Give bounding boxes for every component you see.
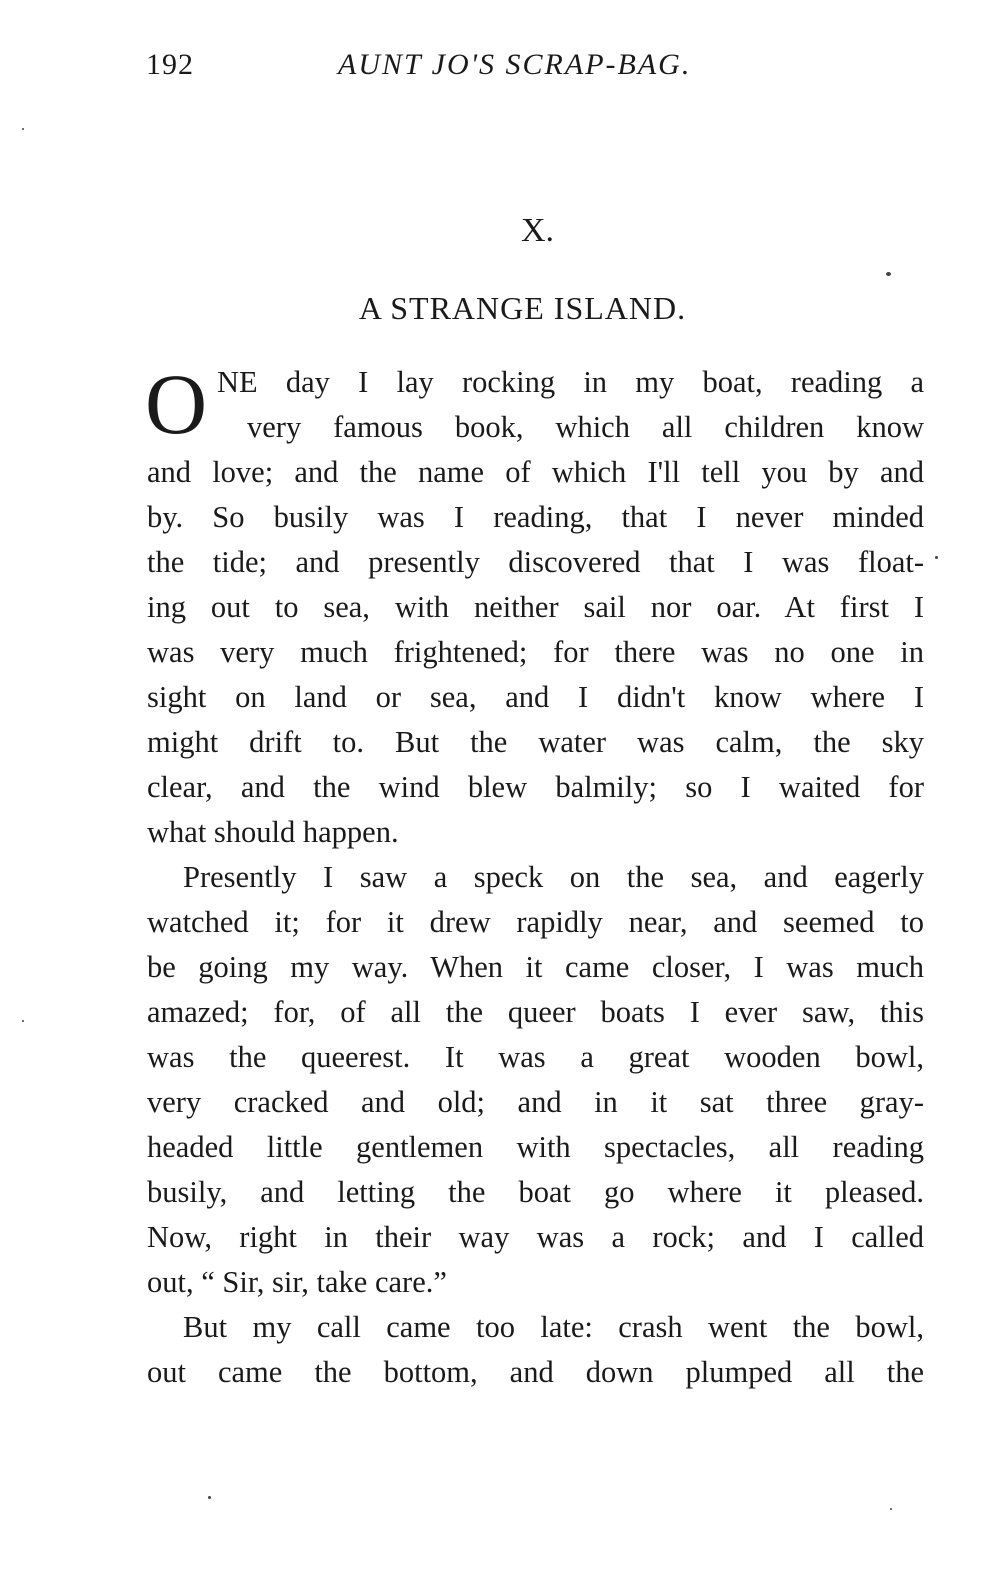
- text-line: very famous book, which all children know: [247, 410, 924, 444]
- text-line: was the queerest. It was a great wooden bowl,: [147, 1040, 924, 1074]
- text-line: watched it; for it drew rapidly near, and seemed to: [147, 905, 924, 939]
- text-line: was very much frightened; for there was no one in: [147, 635, 924, 669]
- print-speck: [886, 272, 891, 276]
- text-line: clear, and the wind blew balmily; so I waited for: [147, 770, 924, 804]
- text-line: be going my way. When it came closer, I was much: [147, 950, 924, 984]
- text-line: Now, right in their way was a rock; and I called: [147, 1220, 924, 1254]
- text-line: and love; and the name of which I'll tell you by and: [147, 455, 924, 489]
- print-speck: [208, 1496, 211, 1499]
- text-line: busily, and letting the boat go where it pleased.: [147, 1175, 924, 1209]
- text-line: by. So busily was I reading, that I never minded: [147, 500, 924, 534]
- body-text: [145, 356, 924, 1395]
- text-line: might drift to. But the water was calm, the sky: [147, 725, 924, 759]
- print-speck: [890, 1508, 892, 1510]
- text-line: very cracked and old; and in it sat three gray-: [147, 1085, 924, 1119]
- text-line: out came the bottom, and down plumped all the: [147, 1355, 924, 1389]
- text-line: out, “ Sir, sir, take care.”: [147, 1265, 447, 1299]
- text-line: sight on land or sea, and I didn't know where I: [147, 680, 924, 714]
- paragraph-3: [147, 1305, 924, 1395]
- text-line: what should happen.: [147, 815, 399, 849]
- print-speck: [935, 556, 938, 559]
- text-line: headed little gentlemen with spectacles, all reading: [147, 1130, 924, 1164]
- paragraph-2: [147, 855, 924, 1305]
- text-line: Presently I saw a speck on the sea, and eagerly: [183, 860, 924, 894]
- drop-cap: O: [145, 356, 208, 452]
- chapter-number: X.: [520, 212, 555, 249]
- running-head: [146, 48, 926, 88]
- page-number: 192: [146, 48, 194, 81]
- text-line: But my call came too late: crash went the bowl,: [183, 1310, 924, 1344]
- text-line: NE day I lay rocking in my boat, reading a: [217, 365, 924, 399]
- paragraph-1: [145, 356, 924, 855]
- print-speck: [22, 128, 24, 130]
- text-line: the tide; and presently discovered that I was float-: [147, 545, 924, 579]
- book-title: AUNT JO'S SCRAP-BAG.: [338, 48, 692, 81]
- chapter-title: A STRANGE ISLAND.: [358, 290, 687, 326]
- text-line: ing out to sea, with neither sail nor oar. At first I: [147, 590, 924, 624]
- text-line: amazed; for, of all the queer boats I ever saw, this: [147, 995, 924, 1029]
- print-speck: [22, 1020, 24, 1022]
